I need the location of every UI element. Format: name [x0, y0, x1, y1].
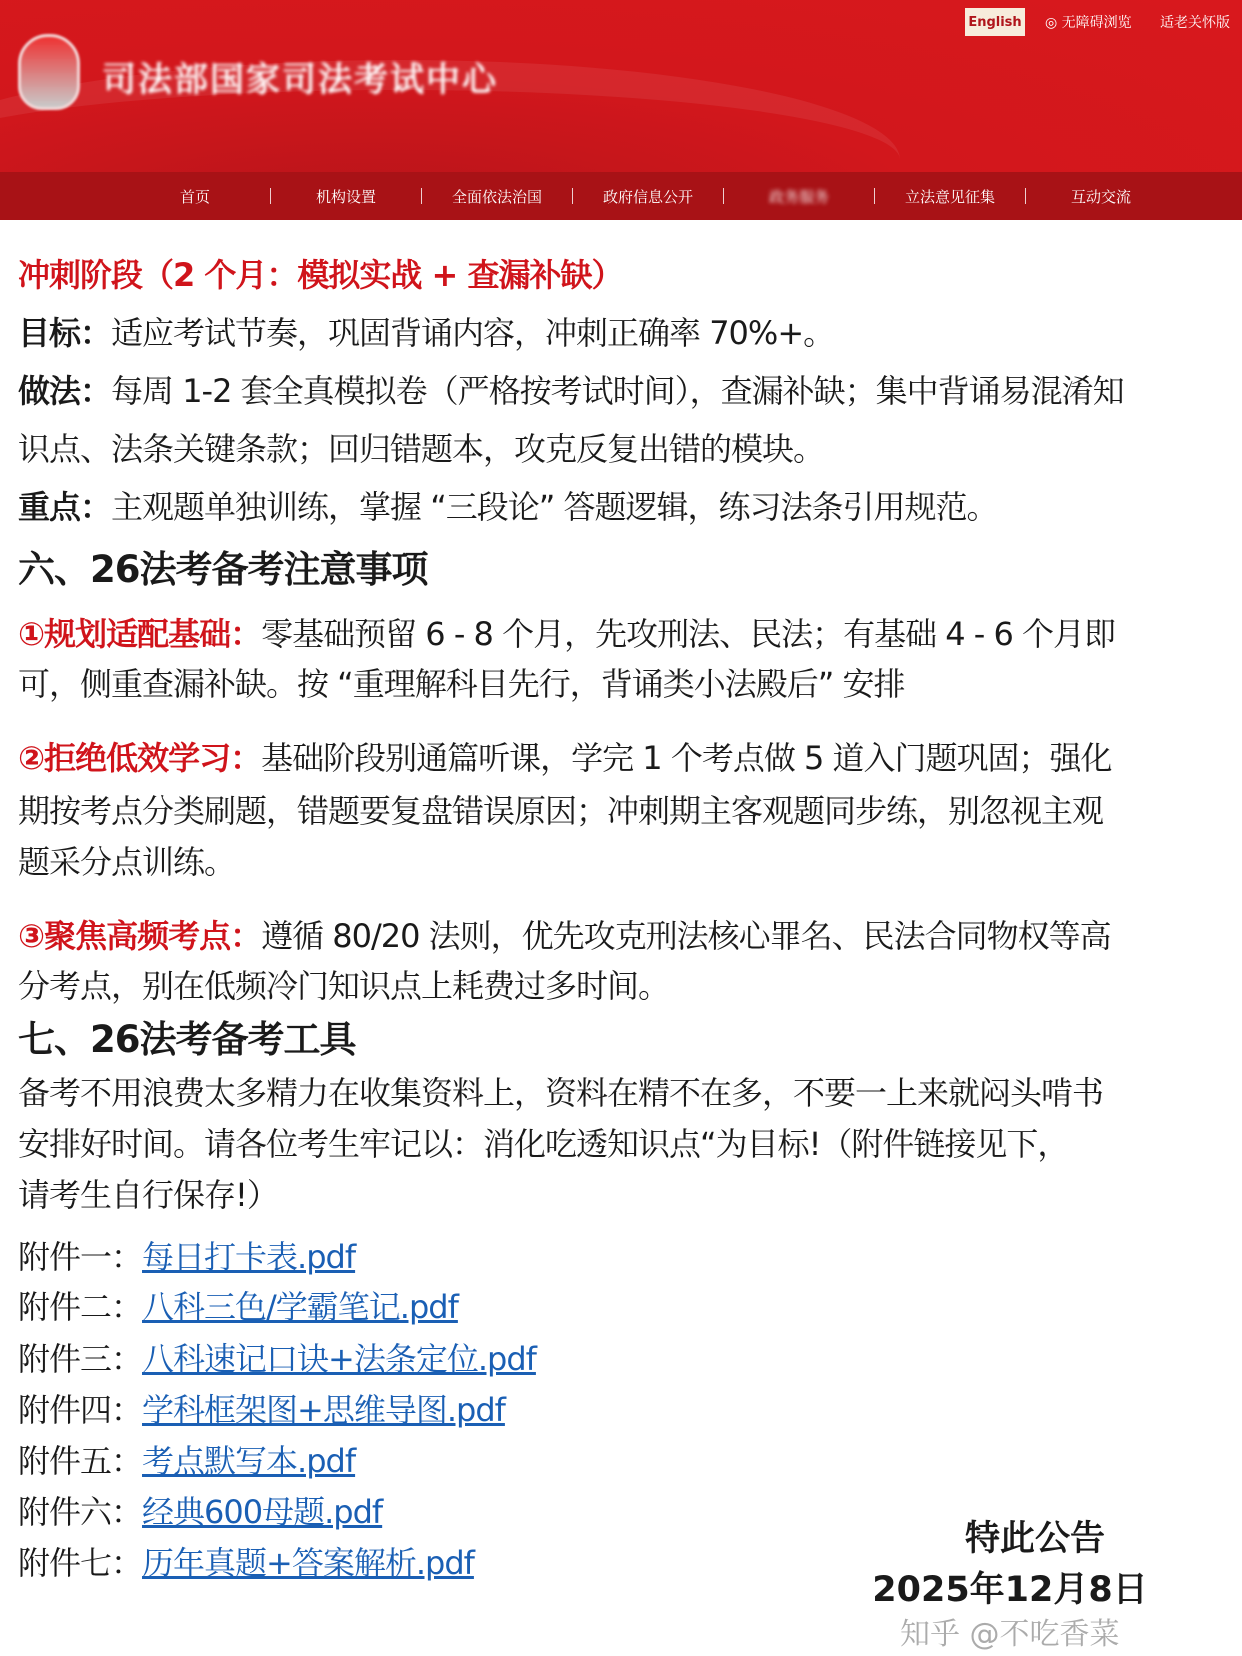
nav-legislation[interactable]: 立法意见征集 [904, 187, 995, 206]
site-header [0, 0, 1242, 172]
english-button[interactable]: English [965, 8, 1025, 36]
nav-divider [270, 188, 271, 204]
attachment-label: 附件三： [18, 1340, 143, 1378]
nav-rule-of-law[interactable]: 全面依法治国 [451, 187, 542, 206]
tip-2 [18, 738, 1112, 778]
attachment-row [18, 1287, 458, 1327]
method-label: 做法： [18, 372, 112, 410]
attachment-label: 附件四： [18, 1391, 143, 1429]
intro-line: 请考生自行保存!） [18, 1176, 278, 1214]
nav-interaction[interactable]: 互动交流 [1070, 187, 1131, 206]
notice-title: 特此公告 [964, 1519, 1106, 1559]
nav-divider [1025, 188, 1026, 204]
attachment-link[interactable]: 每日打卡表.pdf [142, 1238, 356, 1276]
attachment-label: 附件一： [18, 1238, 143, 1276]
section7-heading: 七、26法考备考工具 [18, 1018, 356, 1061]
attachment-link[interactable]: 八科三色/学霸笔记.pdf [142, 1288, 458, 1326]
sprint-method [18, 371, 1124, 411]
attachment-row [18, 1492, 382, 1532]
nav-services[interactable]: 政务服务 [768, 187, 829, 206]
attachment-link[interactable]: 历年真题+答案解析.pdf [142, 1544, 474, 1582]
sprint-method-cont: 识点、法条关键条款；回归错题本，攻克反复出错的模块。 [18, 430, 825, 468]
attachment-row [18, 1543, 474, 1583]
method-text: 每周 1-2 套全真模拟卷（严格按考试时间），查漏补缺；集中背诵易混淆知 [111, 372, 1124, 410]
tip-2-cont: 期按考点分类刷题，错题要复盘错误原因；冲刺期主客观题同步练，别忽视主观 [18, 792, 1104, 830]
tip-text: 遵循 80/20 法则，优先攻克刑法核心罪名、民法合同物权等高 [261, 917, 1111, 955]
nav-organization[interactable]: 机构设置 [315, 187, 376, 206]
attachment-link[interactable]: 学科框架图+思维导图.pdf [142, 1391, 505, 1429]
goal-label: 目标： [18, 314, 112, 352]
sprint-focus [18, 487, 998, 527]
nav-gov-info[interactable]: 政府信息公开 [602, 187, 693, 206]
nav-divider [572, 188, 573, 204]
accessibility-link[interactable] [1045, 12, 1132, 32]
eye-icon: ◎ [1045, 15, 1058, 31]
focus-label: 重点： [18, 488, 112, 526]
attachment-row [18, 1441, 355, 1481]
nav-home[interactable]: 首页 [179, 187, 210, 206]
tip-1 [18, 614, 1115, 654]
attachment-label: 附件二： [18, 1288, 143, 1326]
attachment-label: 附件七： [18, 1544, 143, 1582]
tip-3 [18, 916, 1111, 956]
accessibility-label: 无障碍浏览 [1061, 15, 1132, 31]
attachment-link[interactable]: 考点默写本.pdf [142, 1442, 356, 1480]
tip-3-cont: 分考点，别在低频冷门知识点上耗费过多时间。 [18, 967, 670, 1005]
intro-line: 安排好时间。请各位考生牢记以：消化吃透知识点“为目标!（附件链接见下， [18, 1125, 1069, 1163]
section6-heading: 六、26法考备考注意事项 [18, 548, 428, 591]
tip-text: 零基础预留 6 - 8 个月，先攻刑法、民法；有基础 4 - 6 个月即 [261, 615, 1116, 653]
tip-2-cont: 题采分点训练。 [18, 843, 236, 881]
main-nav [0, 172, 1242, 220]
attachment-link[interactable]: 八科速记口诀+法条定位.pdf [142, 1340, 536, 1378]
emblem-logo[interactable] [18, 34, 80, 110]
tip-label: ②拒绝低效学习： [18, 739, 262, 777]
attachment-row [18, 1339, 536, 1379]
tip-label: ③聚焦高频考点： [18, 917, 262, 955]
tip-1-cont: 可，侧重查漏补缺。按 “重理解科目先行，背诵类小法殿后” 安排 [18, 665, 905, 703]
watermark: 知乎 @不吃香菜 [900, 1617, 1120, 1652]
attachment-row [18, 1390, 505, 1430]
sprint-goal [18, 313, 834, 353]
attachment-label: 附件五： [18, 1442, 143, 1480]
intro-line: 备考不用浪费太多精力在收集资料上，资料在精不在多，不要一上来就闷头啃书 [18, 1074, 1104, 1112]
goal-text: 适应考试节奏，巩固背诵内容，冲刺正确率 70%+。 [111, 314, 835, 352]
notice-date: 2025年12月8日 [872, 1570, 1148, 1610]
attachment-label: 附件六： [18, 1493, 143, 1531]
tip-text: 基础阶段别通篇听课，学完 1 个考点做 5 道入门题巩固；强化 [261, 739, 1112, 777]
attachment-link[interactable]: 经典600母题.pdf [142, 1493, 383, 1531]
nav-divider [421, 188, 422, 204]
elderly-mode-link[interactable]: 适老关怀版 [1160, 15, 1230, 31]
attachment-row [18, 1237, 355, 1277]
tip-label: ①规划适配基础： [18, 615, 262, 653]
focus-text: 主观题单独训练，掌握 “三段论” 答题逻辑，练习法条引用规范。 [111, 488, 998, 526]
site-title[interactable]: 司法部国家司法考试中心 [102, 60, 498, 100]
nav-divider [874, 188, 875, 204]
sprint-title: 冲刺阶段（2 个月：模拟实战 + 查漏补缺） [18, 256, 623, 294]
